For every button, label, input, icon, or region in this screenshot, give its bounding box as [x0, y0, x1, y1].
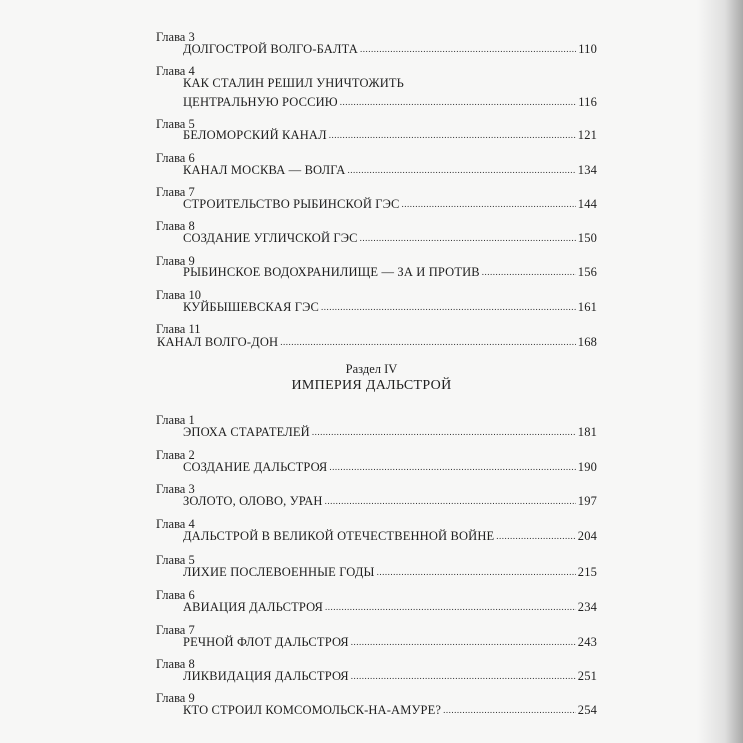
toc-entry-title: РЫБИНСКОЕ ВОДОХРАНИЛИЩЕ — ЗА И ПРОТИВ [183, 265, 480, 279]
toc-entry-title: АВИАЦИЯ ДАЛЬСТРОЯ [183, 600, 323, 614]
chapter-label: Глава 1 [156, 413, 195, 427]
leader-dots [312, 427, 576, 437]
toc-entry-title: КАК СТАЛИН РЕШИЛ УНИЧТОЖИТЬ [183, 76, 404, 90]
toc-entry-page: 110 [578, 42, 597, 56]
toc-entry-page: 156 [577, 265, 597, 279]
toc-entry[interactable] [183, 300, 597, 315]
toc-entry[interactable] [183, 163, 597, 178]
chapter-label: Глава 5 [156, 117, 195, 131]
toc-entry-title: КАНАЛ ВОЛГО-ДОН [157, 335, 279, 349]
toc-entry-title: КУЙБЫШЕВСКАЯ ГЭС [183, 300, 320, 314]
leader-dots [351, 671, 576, 681]
chapter-label: Глава 8 [156, 219, 195, 233]
leader-dots [329, 462, 575, 472]
toc-entry-title: СОЗДАНИЕ УГЛИЧСКОЙ ГЭС [183, 231, 358, 245]
leader-dots [377, 567, 576, 577]
toc-entry-title: БЕЛОМОРСКИЙ КАНАЛ [183, 128, 327, 142]
leader-dots [402, 199, 576, 209]
leader-dots [347, 165, 575, 175]
chapter-label: Глава 7 [156, 623, 195, 637]
toc-entry[interactable] [183, 703, 597, 718]
toc-entry-title: СТРОИТЕЛЬСТВО РЫБИНСКОЙ ГЭС [183, 197, 400, 211]
toc-entry-title: СОЗДАНИЕ ДАЛЬСТРОЯ [183, 460, 328, 474]
toc-entry-page: 121 [577, 128, 597, 142]
leader-dots [325, 496, 576, 506]
toc-entry[interactable] [183, 95, 597, 110]
toc-entry-page: 116 [578, 95, 597, 109]
toc-entry[interactable] [183, 600, 597, 615]
toc-entry[interactable] [183, 265, 597, 280]
toc-entry-page: 234 [577, 600, 597, 614]
leader-dots [325, 602, 576, 612]
leader-dots [340, 97, 577, 107]
toc-entry[interactable] [183, 460, 597, 475]
toc-entry[interactable] [183, 529, 597, 544]
toc-entry-title: ЭПОХА СТАРАТЕЛЕЙ [183, 425, 310, 439]
toc-entry[interactable] [183, 231, 597, 246]
toc-entry-page: 161 [577, 300, 597, 314]
chapter-label: Глава 11 [156, 322, 201, 336]
toc-entry-page: 190 [577, 460, 597, 474]
toc-entry-title: ЗОЛОТО, ОЛОВО, УРАН [183, 494, 323, 508]
toc-entry[interactable] [157, 335, 597, 350]
toc-entry-page: 251 [577, 669, 597, 683]
chapter-label: Глава 5 [156, 553, 195, 567]
chapter-label: Глава 8 [156, 657, 195, 671]
toc-entry-title: ЛИКВИДАЦИЯ ДАЛЬСТРОЯ [183, 669, 349, 683]
chapter-label: Глава 10 [156, 288, 201, 302]
chapter-label: Глава 6 [156, 151, 195, 165]
toc-entry[interactable] [183, 635, 597, 650]
leader-dots [351, 637, 576, 647]
section-title: ИМПЕРИЯ ДАЛЬСТРОЙ [291, 378, 452, 393]
toc-entry-title: ДАЛЬСТРОЙ В ВЕЛИКОЙ ОТЕЧЕСТВЕННОЙ ВОЙНЕ [183, 529, 495, 543]
toc-entry-title: ЛИХИЕ ПОСЛЕВОЕННЫЕ ГОДЫ [183, 565, 375, 579]
toc-entry-title: ДОЛГОСТРОЙ ВОЛГО-БАЛТА [183, 42, 358, 56]
toc-entry[interactable] [183, 494, 597, 509]
leader-dots [482, 267, 576, 277]
toc-entry-title: КАНАЛ МОСКВА — ВОЛГА [183, 163, 346, 177]
toc-entry[interactable] [183, 425, 597, 440]
chapter-label: Глава 2 [156, 448, 195, 462]
leader-dots [360, 44, 576, 54]
toc-entry-page: 150 [577, 231, 597, 245]
leader-dots [321, 302, 576, 312]
toc-entry[interactable] [183, 128, 597, 143]
section-label: Раздел IV [345, 362, 398, 376]
toc-entry-title: КТО СТРОИЛ КОМСОМОЛЬСК-НА-АМУРЕ? [183, 703, 442, 717]
toc-entry[interactable] [183, 669, 597, 684]
chapter-label: Глава 9 [156, 691, 195, 705]
leader-dots [496, 531, 576, 541]
chapter-label: Глава 3 [156, 30, 195, 44]
chapter-label: Глава 6 [156, 588, 195, 602]
toc-entry-title: ЦЕНТРАЛЬНУЮ РОССИЮ [183, 95, 338, 109]
toc-entry-page: 215 [577, 565, 597, 579]
toc-entry[interactable] [183, 42, 597, 57]
toc-entry-page: 197 [577, 494, 597, 508]
toc-entry-title: РЕЧНОЙ ФЛОТ ДАЛЬСТРОЯ [183, 635, 349, 649]
chapter-label: Глава 7 [156, 185, 195, 199]
toc-entry-page: 134 [577, 163, 597, 177]
toc-entry[interactable] [183, 565, 597, 580]
leader-dots [443, 705, 576, 715]
toc-entry-page: 181 [577, 425, 597, 439]
toc-entry[interactable] [183, 197, 597, 212]
toc-entry-page: 254 [577, 703, 597, 717]
leader-dots [329, 130, 576, 140]
toc-entry-line[interactable] [183, 76, 597, 91]
toc-entry-page: 168 [577, 335, 597, 349]
chapter-label: Глава 4 [156, 64, 195, 78]
leader-dots [360, 233, 576, 243]
toc-entry-page: 204 [577, 529, 597, 543]
chapter-label: Глава 3 [156, 482, 195, 496]
toc-entry-page: 144 [577, 197, 597, 211]
toc-entry-page: 243 [577, 635, 597, 649]
chapter-label: Глава 4 [156, 517, 195, 531]
chapter-label: Глава 9 [156, 254, 195, 268]
leader-dots [280, 337, 576, 347]
